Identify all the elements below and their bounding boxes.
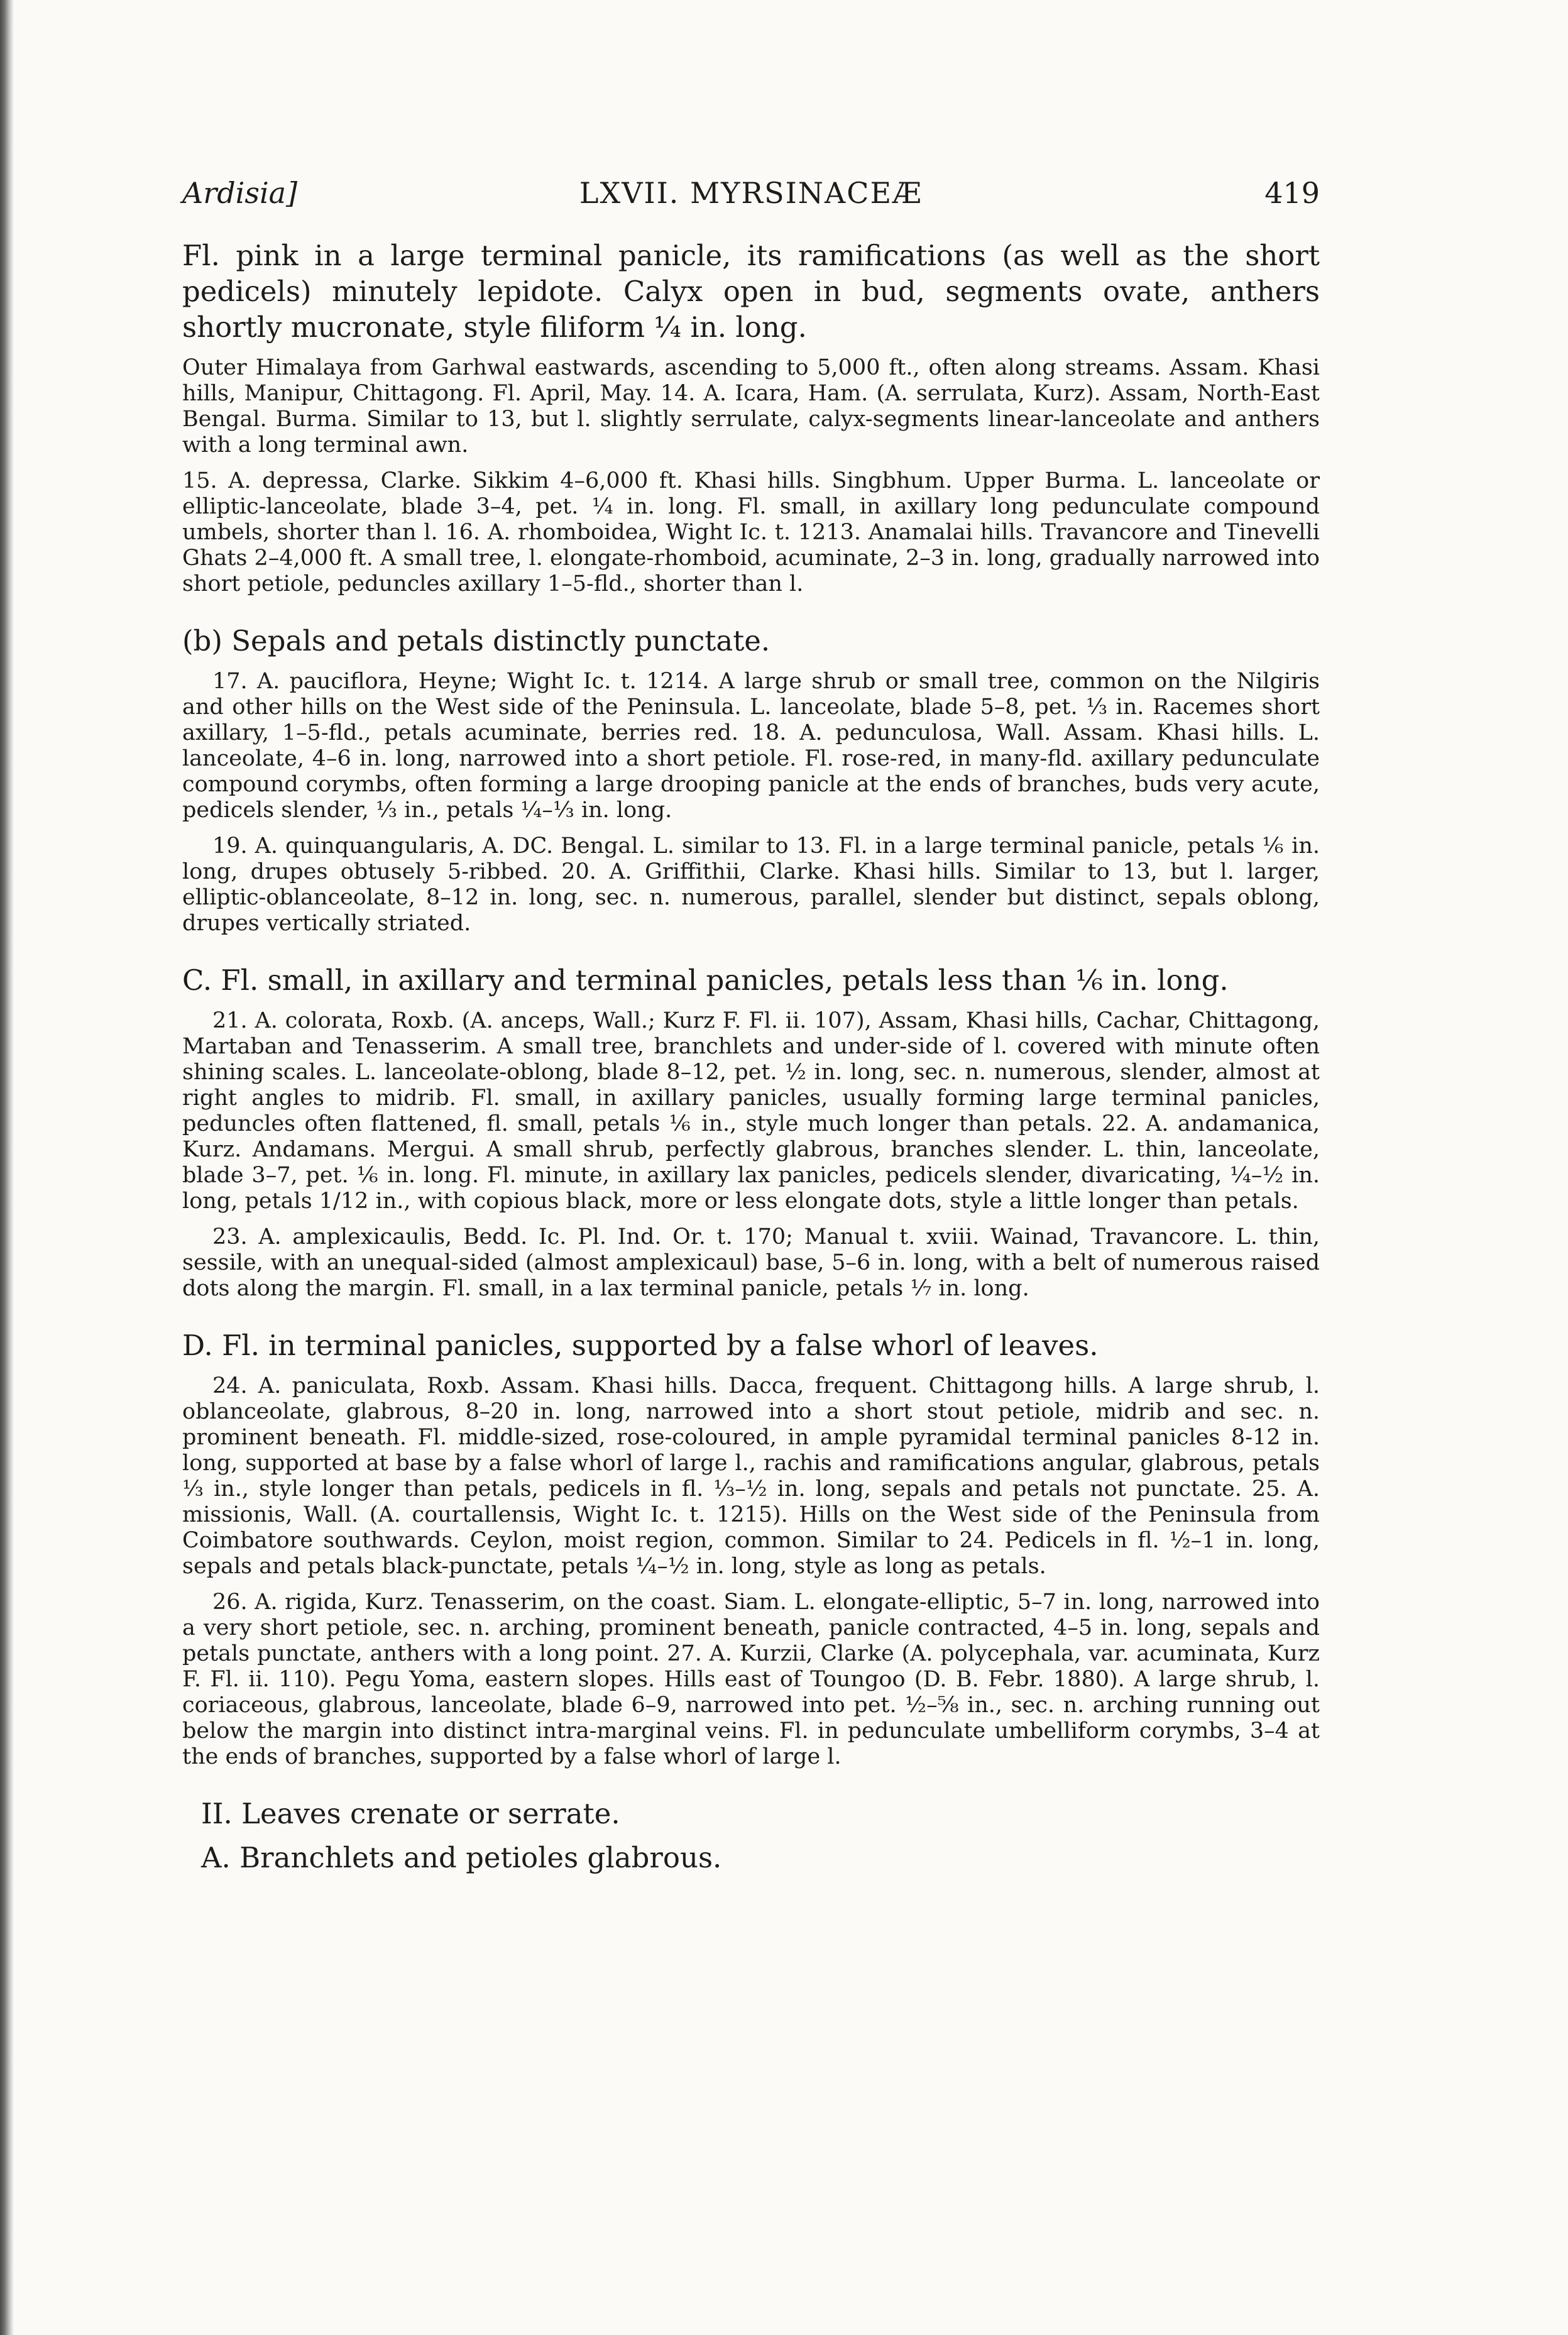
paragraph-species-24-25: 24. A. paniculata, Roxb. Assam. Khasi hills. Dacca, frequent. Chittagong hills. A large shrub, l. oblanceolate, glabrous, 8–20 in. long, narrowed into a short stout petiole, midrib and sec. n. prominent beneath. Fl. middle-sized, rose-coloured, in ample pyramidal terminal panicles 8-12 in. long, supported at base by a false whorl of large l., rachis and ramifications angular, glabrous, petals ⅓ in., style longer than petals, pedicels in fl. ⅓–½ in. long, sepals and petals not punctate. 25. A. missionis, Wall. (A. courtallensis, Wight Ic. t. 1215). Hills on the West side of the Peninsula from Coimbatore southwards. Ceylon, moist region, common. Similar to 24. Pedicels in fl. ½–1 in. long, sepals and petals black-punctate, petals ¼–½ in. long, style as long as petals. [182,1373,1320,1579]
section-heading-c: C. Fl. small, in axillary and terminal panicles, petals less than ⅙ in. long. [182,964,1229,997]
running-header [182,170,1320,220]
section-heading-b: (b) Sepals and petals distinctly punctate. [182,624,770,657]
paragraph-species-17-18: 17. A. pauciflora, Heyne; Wight Ic. t. 1214. A large shrub or small tree, common on the Nilgiris and other hills on the West side of the Peninsula. L. lanceolate, blade 5–8, pet. ⅓ in. Racemes short axillary, 1–5-fld., petals acuminate, berries red. 18. A. pedunculosa, Wall. Assam. Khasi hills. L. lanceolate, 4–6 in. long, narrowed into a short petiole. Fl. rose-red, in many-fld. axillary pedunculate compound corymbs, often forming a large drooping panicle at the ends of branches, buds very acute, pedicels slender, ⅓ in., petals ¼–⅓ in. long. [182,669,1320,823]
paragraph-species-26-27: 26. A. rigida, Kurz. Tenasserim, on the coast. Siam. L. elongate-elliptic, 5–7 in. long, narrowed into a very short petiole, sec. n. arching, prominent beneath, panicle contracted, 4–5 in. long, sepals and petals punctate, anthers with a long point. 27. A. Kurzii, Clarke (A. polycephala, var. acuminata, Kurz F. Fl. ii. 110). Pegu Yoma, eastern slopes. Hills east of Toungoo (D. B. Febr. 1880). A large shrub, l. coriaceous, glabrous, lanceolate, blade 6–9, narrowed into pet. ½–⅝ in., sec. n. arching running out below the margin into distinct intra-marginal veins. Fl. in pedunculate umbelliform corymbs, 3–4 at the ends of branches, supported by a false whorl of large l. [182,1590,1320,1769]
paragraph-species-15-16: 15. A. depressa, Clarke. Sikkim 4–6,000 ft. Khasi hills. Singbhum. Upper Burma. L. lanceolate or elliptic-lanceolate, blade 3–4, pet. ¼ in. long. Fl. small, in axillary long pedunculate compound umbels, shorter than l. 16. A. rhomboidea, Wight Ic. t. 1213. Anamalai hills. Travancore and Tinevelli Ghats 2–4,000 ft. A small tree, l. elongate-rhomboid, acuminate, 2–3 in. long, gradually narrowed into short petiole, peduncles axillary 1–5-fld., shorter than l. [182,468,1320,596]
header-family: LXVII. MYRSINACEÆ [579,176,923,210]
paragraph-description: Fl. pink in a large terminal panicle, its ramifications (as well as the short pedicels) minutely lepidote. Calyx open in bud, segments ovate, anthers shortly mucronate, style filiform ¼ in. long. [182,239,1320,344]
scan-binding-edge [0,0,14,2335]
paragraph-species-21-22: 21. A. colorata, Roxb. (A. anceps, Wall.; Kurz F. Fl. ii. 107), Assam, Khasi hills, Cachar, Chittagong, Martaban and Tenasserim. A small tree, branchlets and under-side of l. covered with minute often shining scales. L. lanceolate-oblong, blade 8–12, pet. ½ in. long, sec. n. numerous, slender, almost at right angles to midrib. Fl. small, in axillary panicles, usually forming large terminal panicles, peduncles often flattened, fl. small, petals ⅙ in., style much longer than petals. 22. A. andamanica, Kurz. Andamans. Mergui. A small shrub, perfectly glabrous, branches slender. L. thin, lanceolate, blade 3–7, pet. ⅙ in. long. Fl. minute, in axillary lax panicles, pedicels slender, divaricating, ¼–½ in. long, petals 1/12 in., with copious black, more or less elongate dots, style a little longer than petals. [182,1008,1320,1214]
header-genus: Ardisia] [182,176,298,210]
paragraph-distribution: Outer Himalaya from Garhwal eastwards, ascending to 5,000 ft., often along streams. Assam. Khasi hills, Manipur, Chittagong. Fl. April, May. 14. A. Icara, Ham. (A. serrulata, Kurz). Assam, North-East Bengal. Burma. Similar to 13, but l. slightly serrulate, calyx-segments linear-lanceolate and anthers with a long terminal awn. [182,355,1320,458]
book-page [182,170,1320,1884]
section-heading-ii: II. Leaves crenate or serrate. [201,1797,620,1830]
section-heading-d: D. Fl. in terminal panicles, supported by a false whorl of leaves. [182,1329,1099,1362]
page-number: 419 [1264,176,1320,210]
paragraph-species-19-20: 19. A. quinquangularis, A. DC. Bengal. L. similar to 13. Fl. in a large terminal panicle, petals ⅙ in. long, drupes obtusely 5-ribbed. 20. A. Griffithii, Clarke. Khasi hills. Similar to 13, but l. larger, elliptic-oblanceolate, 8–12 in. long, sec. n. numerous, parallel, slender but distinct, sepals oblong, drupes vertically striated. [182,833,1320,936]
section-heading-a: A. Branchlets and petioles glabrous. [201,1841,722,1874]
paragraph-species-23: 23. A. amplexicaulis, Bedd. Ic. Pl. Ind. Or. t. 170; Manual t. xviii. Wainad, Travancore. L. thin, sessile, with an unequal-sided (almost amplexicaul) base, 5–6 in. long, with a belt of numerous raised dots along the margin. Fl. small, in a lax terminal panicle, petals ⅐ in. long. [182,1224,1320,1301]
